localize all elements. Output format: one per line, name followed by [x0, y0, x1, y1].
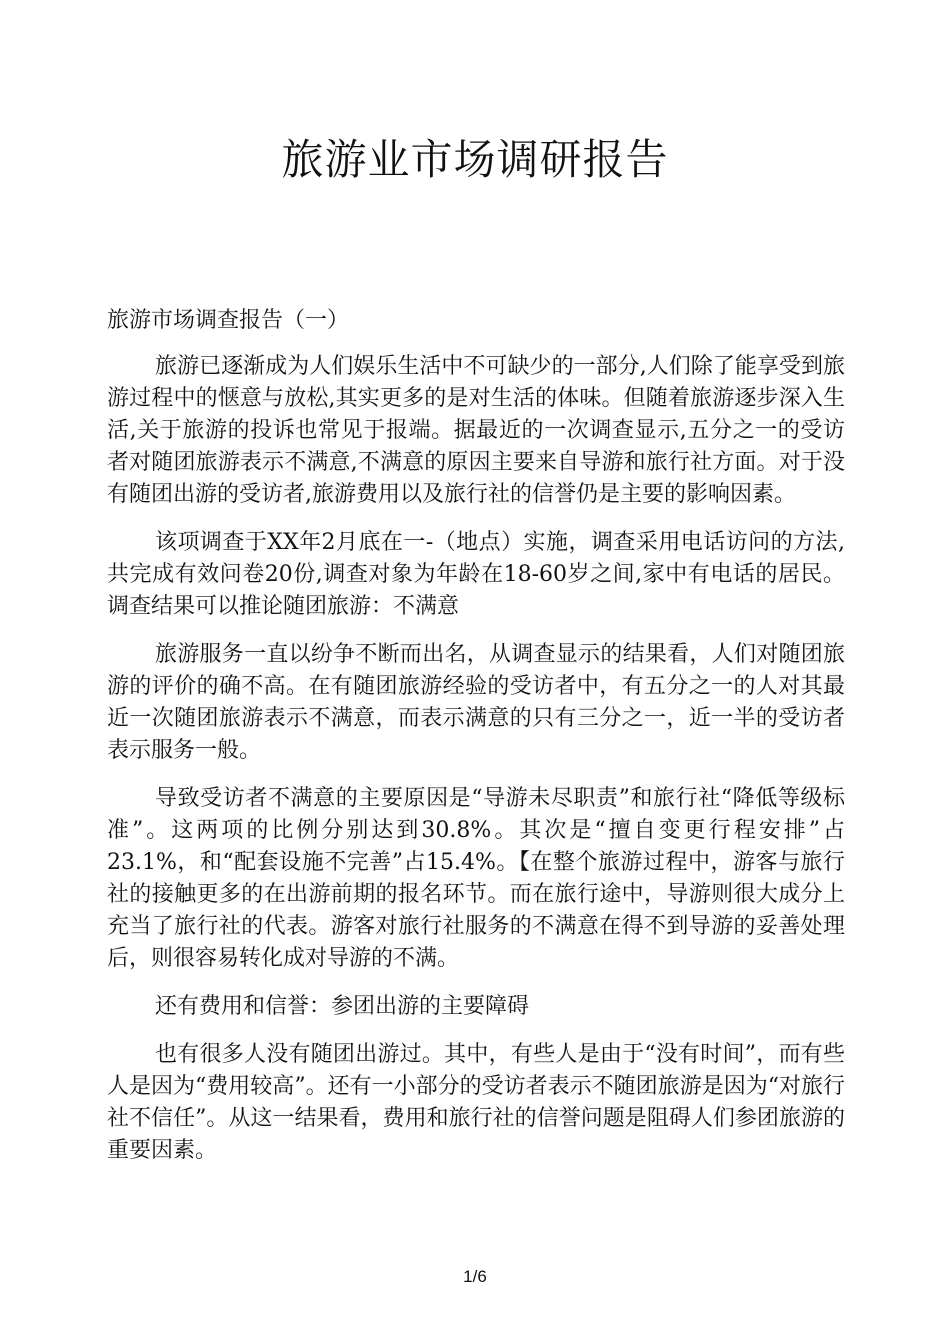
- document-body: [107, 305, 845, 1183]
- paragraph-dissatisfaction-reasons: 导致受访者不满意的主要原因是“导游未尽职责”和旅行社“降低等级标准”。这两项的比例分别达到30.8%。其次是“擅自变更行程安排”占23.1%，和“配套设施不完善”占15.4%。【在整个旅游过程中，游客与旅行社的接触更多的在出游前期的报名环节。而在旅行途中，导游则很大成分上充当了旅行社的代表。游客对旅行社服务的不满意在得不到导游的妥善处理后，则很容易转化成对导游的不满。: [107, 786, 845, 971]
- section-heading: 旅游市场调查报告（一）: [107, 308, 350, 333]
- paragraph-service-evaluation: 旅游服务一直以纷争不断而出名，从调查显示的结果看，人们对随团旅游的评价的确不高。在有随团旅游经验的受访者中，有五分之一的人对其最近一次随团旅游表示不满意，而表示满意的只有三分之一，近一半的受访者表示服务一般。: [107, 642, 845, 763]
- page-number: 1/6: [463, 1267, 487, 1286]
- paragraph-cost-credit-heading: 还有费用和信誉：参团出游的主要障碍: [155, 994, 530, 1019]
- paragraph-cost-credit: 也有很多人没有随团出游过。其中，有些人是由于“没有时间”，而有些人是因为“费用较高”。还有一小部分的受访者表示不随团旅游是因为“对旅行社不信任”。从这一结果看，费用和旅行社的信誉问题是阻碍人们参团旅游的重要因素。: [107, 1042, 845, 1163]
- paragraph-survey-method: 该项调查于XX年2月底在一-（地点）实施，调查采用电话访问的方法,共完成有效问卷20份,调查对象为年龄在18-60岁之间,家中有电话的居民。调查结果可以推论随团旅游：不满意: [107, 530, 845, 619]
- paragraph-intro: 旅游已逐渐成为人们娱乐生活中不可缺少的一部分,人们除了能享受到旅游过程中的惬意与放松,其实更多的是对生活的体味。但随着旅游逐步深入生活,关于旅游的投诉也常见于报端。据最近的一次调查显示,五分之一的受访者对随团旅游表示不满意,不满意的原因主要来自导游和旅行社方面。对于没有随团出游的受访者,旅游费用以及旅行社的信誉仍是主要的影响因素。: [107, 354, 845, 507]
- document-title: 旅游业市场调研报告: [281, 135, 669, 184]
